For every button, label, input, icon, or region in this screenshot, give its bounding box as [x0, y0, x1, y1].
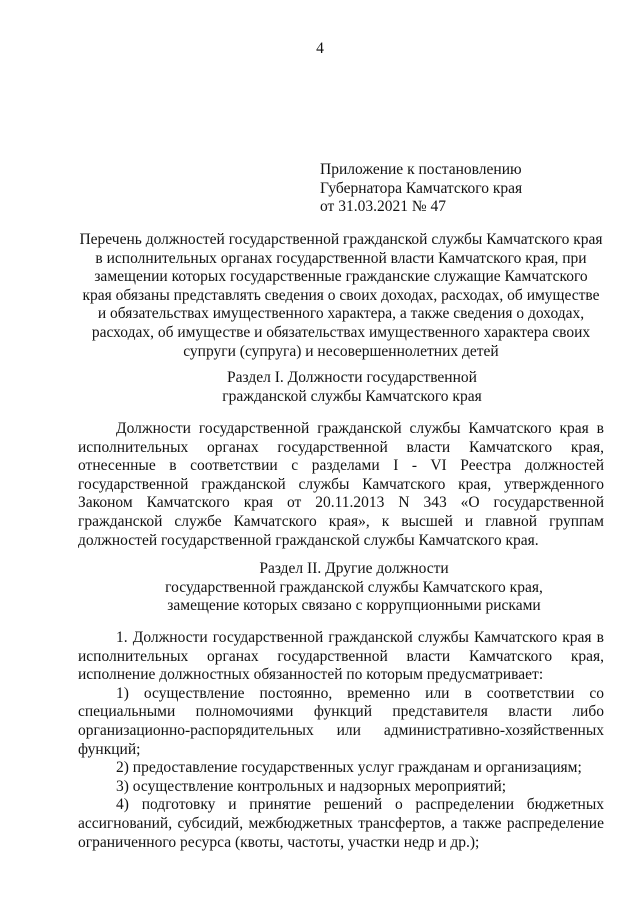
- document-title: Перечень должностей государственной гражданской службы Камчатского края в исполнительных органах государственной власти Камчатского края, при замещении которых государственные гражданские служащие Камчатского края обязаны представлять сведения о своих доходах, расходах, об имуществе и обязательствах имущественного характера, а также сведения о доходах, расходах, об имуществе и обязательствах имущественного характера своих супруги (супруга) и несовершеннолетних детей: [79, 231, 603, 360]
- section-heading-line: государственной гражданской службы Камчатского края,: [165, 578, 543, 596]
- approval-block: [320, 161, 620, 217]
- section-heading-line: замещение которых связано с коррупционными рисками: [167, 597, 541, 615]
- section-2-intro: 1. Должности государственной гражданской службы Камчатского края в исполнительных органах государственной власти Камчатского края, исполнение должностных обязанностей по которым предусматривает:: [78, 629, 604, 684]
- section-2-heading: [78, 560, 630, 616]
- section-heading-line: Раздел I. Должности государственной: [227, 369, 477, 386]
- section-1-paragraph: Должности государственной гражданской службы Камчатского края в исполнительных органах государственной власти Камчатского края, отнесенные в соответствии с разделами I - VI Реестра должностей государственной гражданской службы Камчатского края, утвержденного Законом Камчатского края от 20.11.2013 N 343 «О государственной гражданской службе Камчатского края», к высшей и главной группам должностей государственной гражданской службы Камчатского края.: [78, 420, 604, 549]
- approval-line: Приложение к постановлению: [320, 161, 522, 178]
- section-2-body: [78, 629, 604, 852]
- list-item: 4) подготовку и принятие решений о распределении бюджетных ассигнований, субсидий, межбюджетных трансфертов, а также распределение ограниченного ресурса (квоты, частоты, участки недр и др.);: [78, 796, 604, 851]
- list-item: 1) осуществление постоянно, временно или в соответствии со специальными полномочиями функций представителя власти либо организационно-распорядительных или административно-хозяйственных функций;: [78, 684, 604, 758]
- page-number: 4: [316, 40, 324, 57]
- section-heading-line: гражданской службы Камчатского края: [222, 387, 482, 405]
- approval-line: Губернатора Камчатского края: [320, 179, 523, 197]
- approval-date-line: от 31.03.2021 № 47: [320, 198, 446, 216]
- list-item: 3) осуществление контрольных и надзорных мероприятий;: [116, 777, 507, 795]
- section-heading-line: Раздел II. Другие должности: [259, 560, 449, 577]
- list-item: 2) предоставление государственных услуг гражданам и организациям;: [116, 759, 582, 777]
- section-1-heading: [78, 369, 626, 406]
